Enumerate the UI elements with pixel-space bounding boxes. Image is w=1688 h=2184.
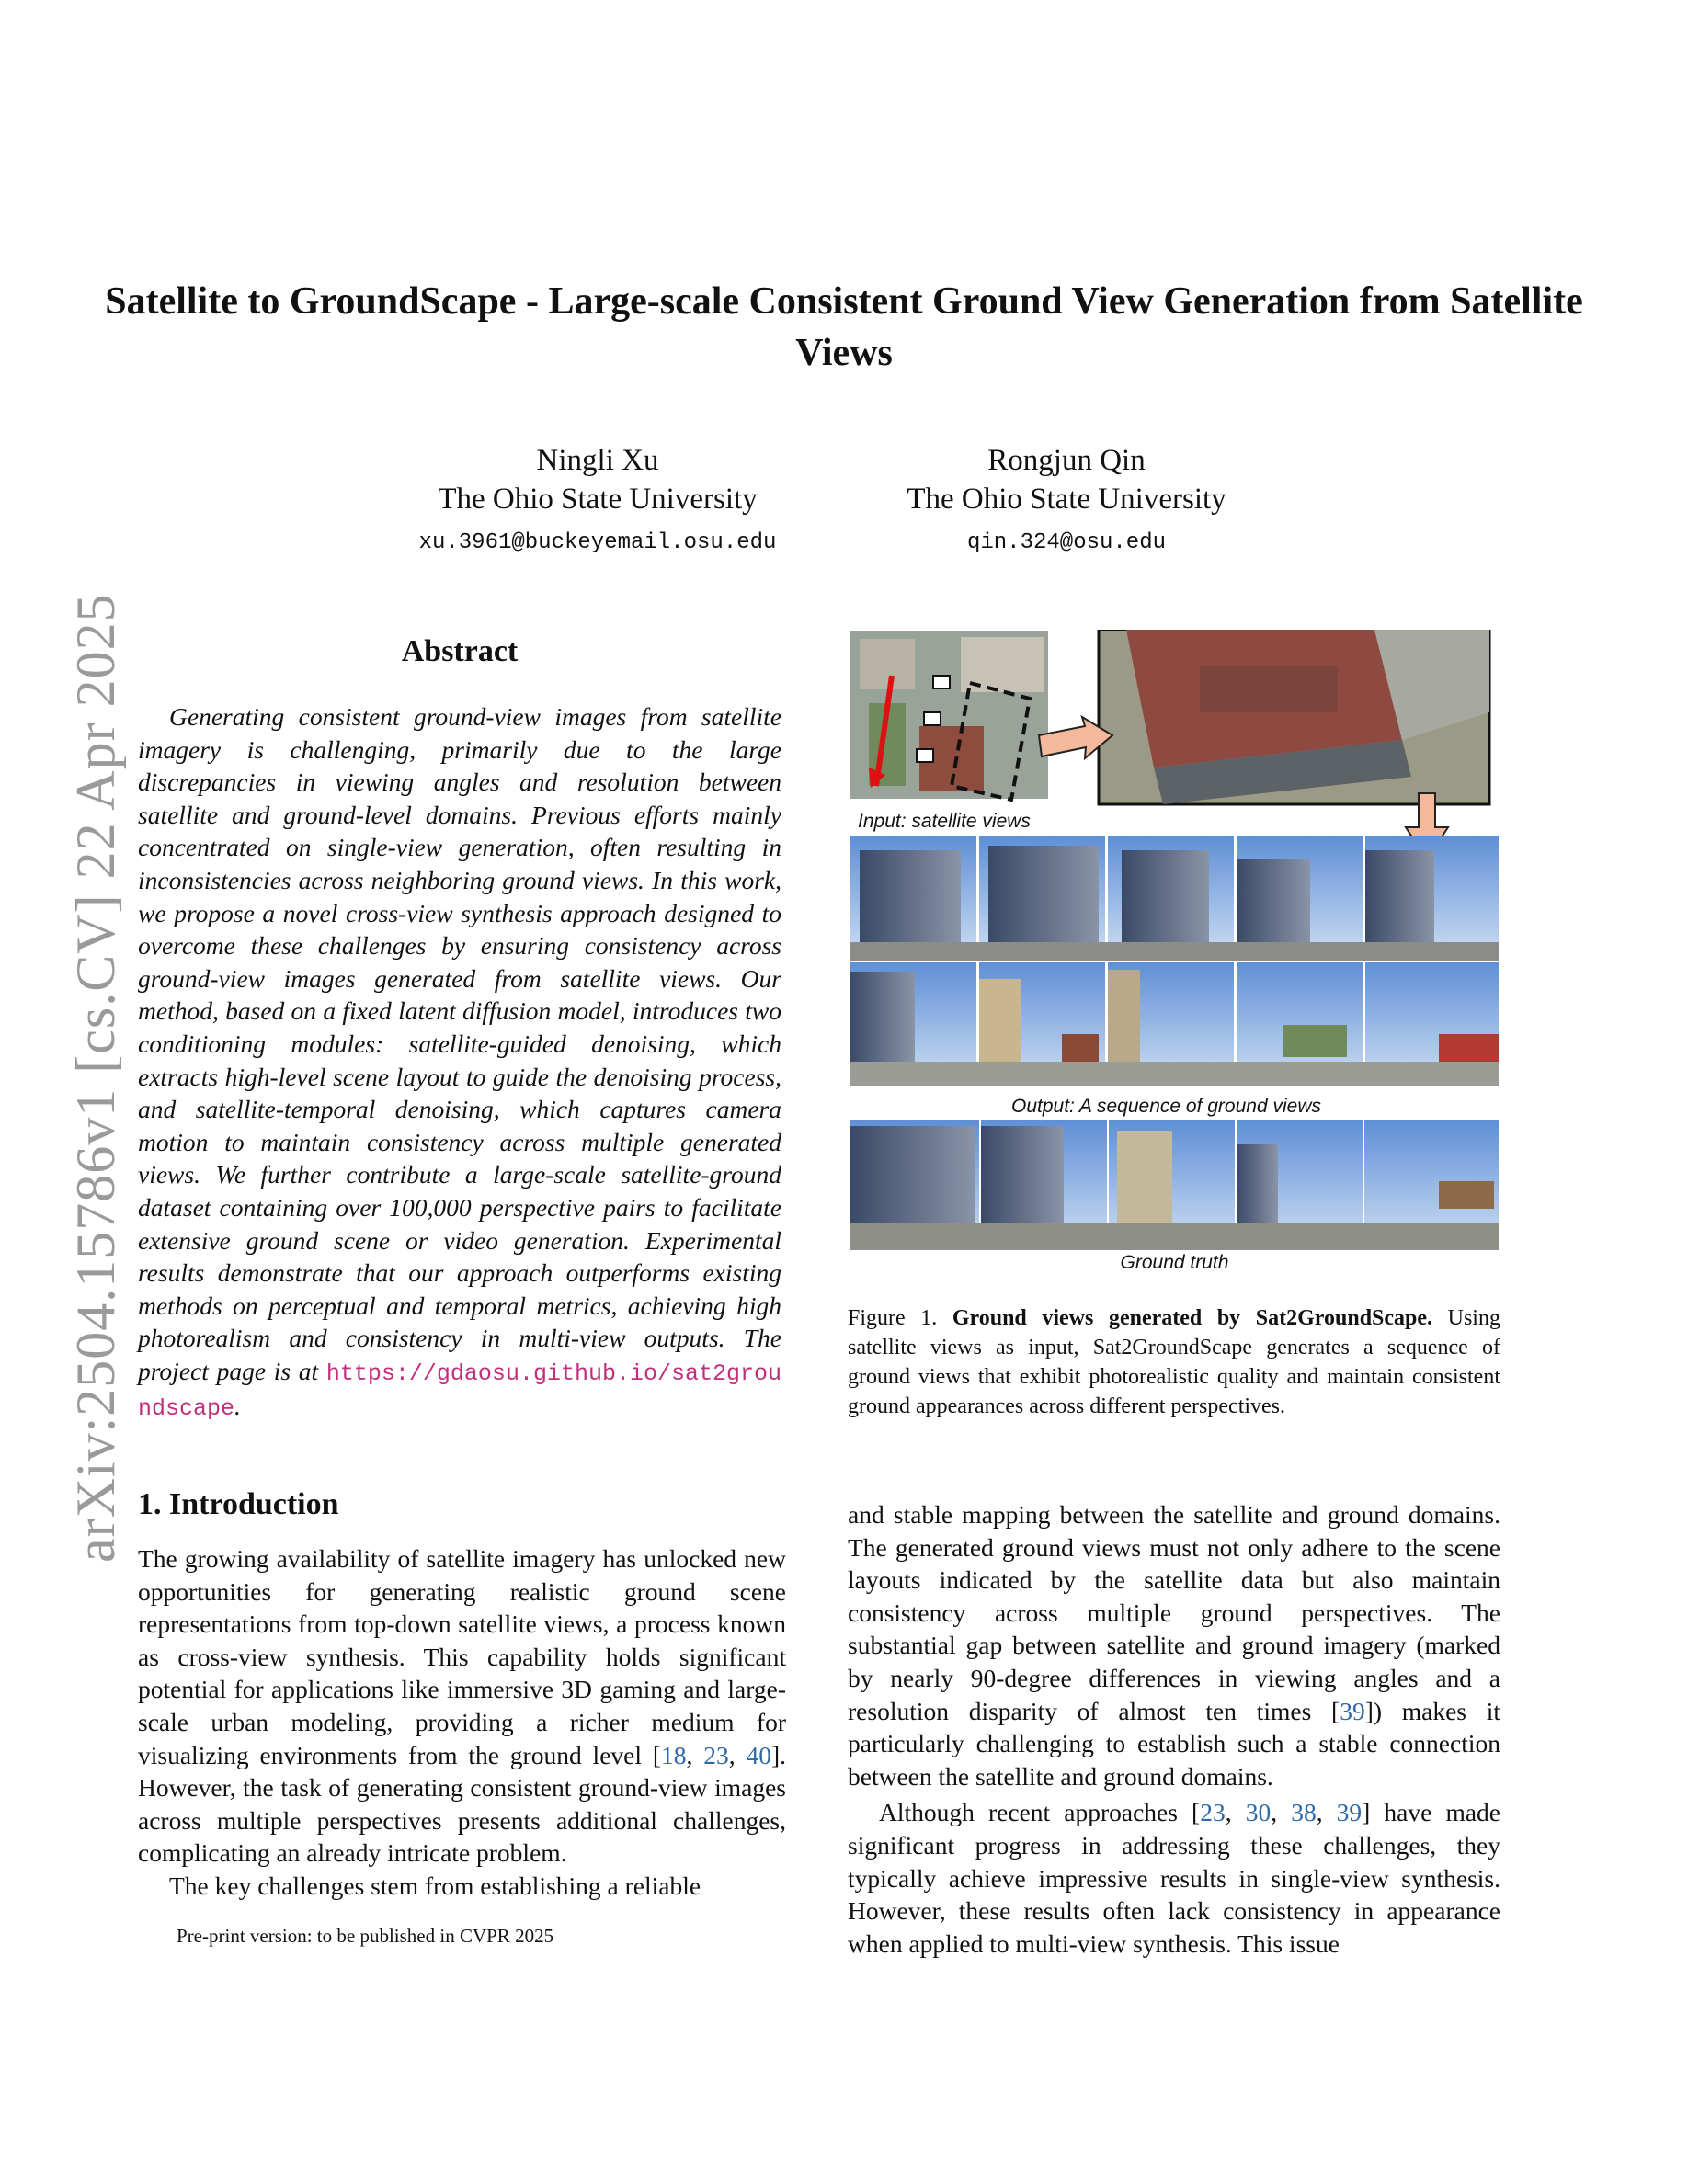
citation-link[interactable]: 23: [703, 1740, 729, 1769]
arxiv-identifier: arXiv:2504.15786v1 [cs.CV] 22 Apr 2025: [65, 593, 126, 1563]
right-column-body: [848, 1498, 1500, 1960]
zoomed-satellite-image: [1099, 630, 1489, 804]
citation-link[interactable]: 30: [1245, 1798, 1272, 1827]
citation-link[interactable]: 39: [1340, 1696, 1365, 1725]
citation-link[interactable]: 23: [1200, 1798, 1226, 1827]
figure-caption: [848, 1303, 1500, 1421]
label-ground-truth: Ground truth: [1120, 1252, 1229, 1273]
author-affiliation: The Ohio State University: [438, 483, 758, 516]
author-email: xu.3961@buckeyemail.osu.edu: [418, 530, 777, 555]
caption-text: Using satellite views as input, Sat2GroundScape generates a sequence of ground views that exhibit photorealistic quality and maintain consistent ground appearances across different perspectives.: [848, 1306, 1500, 1418]
intro-paragraph-3: and stable mapping between the satellite and ground domains. The generated ground views must not only adhere to the scene layouts indicated by the satellite data but also maintain consistency across multiple ground perspectives. The substantial gap between satellite and ground imagery (marked by nearly 90-degree differences in viewing angles and a resolution disparity of almost ten times [39]) makes it particularly challenging to establish such a stable connection between the satellite and ground domains.: [848, 1500, 1500, 1791]
label-output: Output: A sequence of ground views: [1011, 1096, 1321, 1117]
abstract-heading: Abstract: [401, 634, 519, 668]
label-input: Input: satellite views: [858, 811, 1031, 832]
footnote: Pre-print version: to be published in CVPR 2025: [177, 1925, 554, 1947]
citation-link[interactable]: 39: [1336, 1798, 1363, 1827]
abstract-body: [138, 700, 781, 1426]
project-link[interactable]: https://gdaosu.github.io/sat2groundscape: [138, 1359, 781, 1423]
citation-link[interactable]: 18: [661, 1740, 687, 1769]
section-heading: 1. Introduction: [138, 1487, 339, 1521]
citation-link[interactable]: 40: [746, 1740, 771, 1769]
generated-views-row-1: [850, 836, 1499, 961]
intro-paragraph-1: The growing availability of satellite imagery has unlocked new opportunities for generating realistic ground scene representations from top-down satellite views, a process known as cross-view synthesis. This capability holds significant potential for applications like immersive 3D gaming and large-scale urban modeling, providing a richer medium for visualizing environments from the ground level [18, 23, 40]. However, the task of generating consistent ground-view images across multiple perspectives presents additional challenges, complicating an already intricate problem.: [138, 1544, 787, 1868]
caption-bold: Ground views generated by Sat2GroundScape.: [952, 1306, 1433, 1330]
author-name: Ningli Xu: [536, 444, 659, 477]
author-block-1: [368, 441, 827, 563]
author-affiliation: The Ohio State University: [907, 483, 1226, 516]
intro-paragraph-2: The key challenges stem from establishing a reliable: [169, 1871, 701, 1900]
author-email: qin.324@osu.edu: [966, 530, 1167, 555]
label-gt-container: [850, 1252, 1499, 1274]
left-column-body: [138, 1542, 786, 1903]
abstract-text: Generating consistent ground-view images from satellite imagery is challenging, primarily due to the large discrepancies in viewing angles and resolution between satellite and ground-level domains. Previous efforts mainly concentrated on single-view generation, often resulting in inconsistencies across neighboring ground views. In this work, we propose a novel cross-view synthesis approach designed to overcome these challenges by ensuring consistency across ground-view images generated from satellite views. Our method, based on a fixed latent diffusion model, introduces two conditioning modules: satellite-guided denoising, which extracts high-level scene layout to guide the denoising process, and satellite-temporal denoising, which captures camera motion to maintain consistency across multiple generated views. We further contribute a large-scale satellite-ground dataset containing over 100,000 perspective pairs to facilitate extensive ground scene or video generation. Experimental results demonstrate that our approach outperforms existing methods on perceptual and temporal metrics, achieving high photorealism and consistency in multi-view outputs. The project page is at: [138, 702, 781, 1385]
author-name: Rongjun Qin: [987, 444, 1146, 477]
figure-graphic: [850, 630, 1499, 1250]
abstract-end: .: [234, 1392, 241, 1421]
ground-truth-row: [850, 1120, 1499, 1250]
intro-paragraph-4: Although recent approaches [23, 30, 38, 39] have made significant progress in addressing these challenges, they typically achieve impressive results in single-view synthesis. However, these results often lack consistency in appearance when applied to multi-view synthesis. This issue: [848, 1798, 1501, 1958]
caption-prefix: Figure 1.: [848, 1306, 952, 1330]
paper-title: Satellite to GroundScape - Large-scale Consistent Ground View Generation from Satellite Views: [105, 280, 1583, 374]
citation-link[interactable]: 38: [1291, 1798, 1317, 1827]
figure-1: [850, 630, 1499, 1250]
generated-views-row-2: [850, 962, 1499, 1086]
satellite-view-image: [850, 631, 1048, 800]
author-block-2: [837, 441, 1296, 563]
